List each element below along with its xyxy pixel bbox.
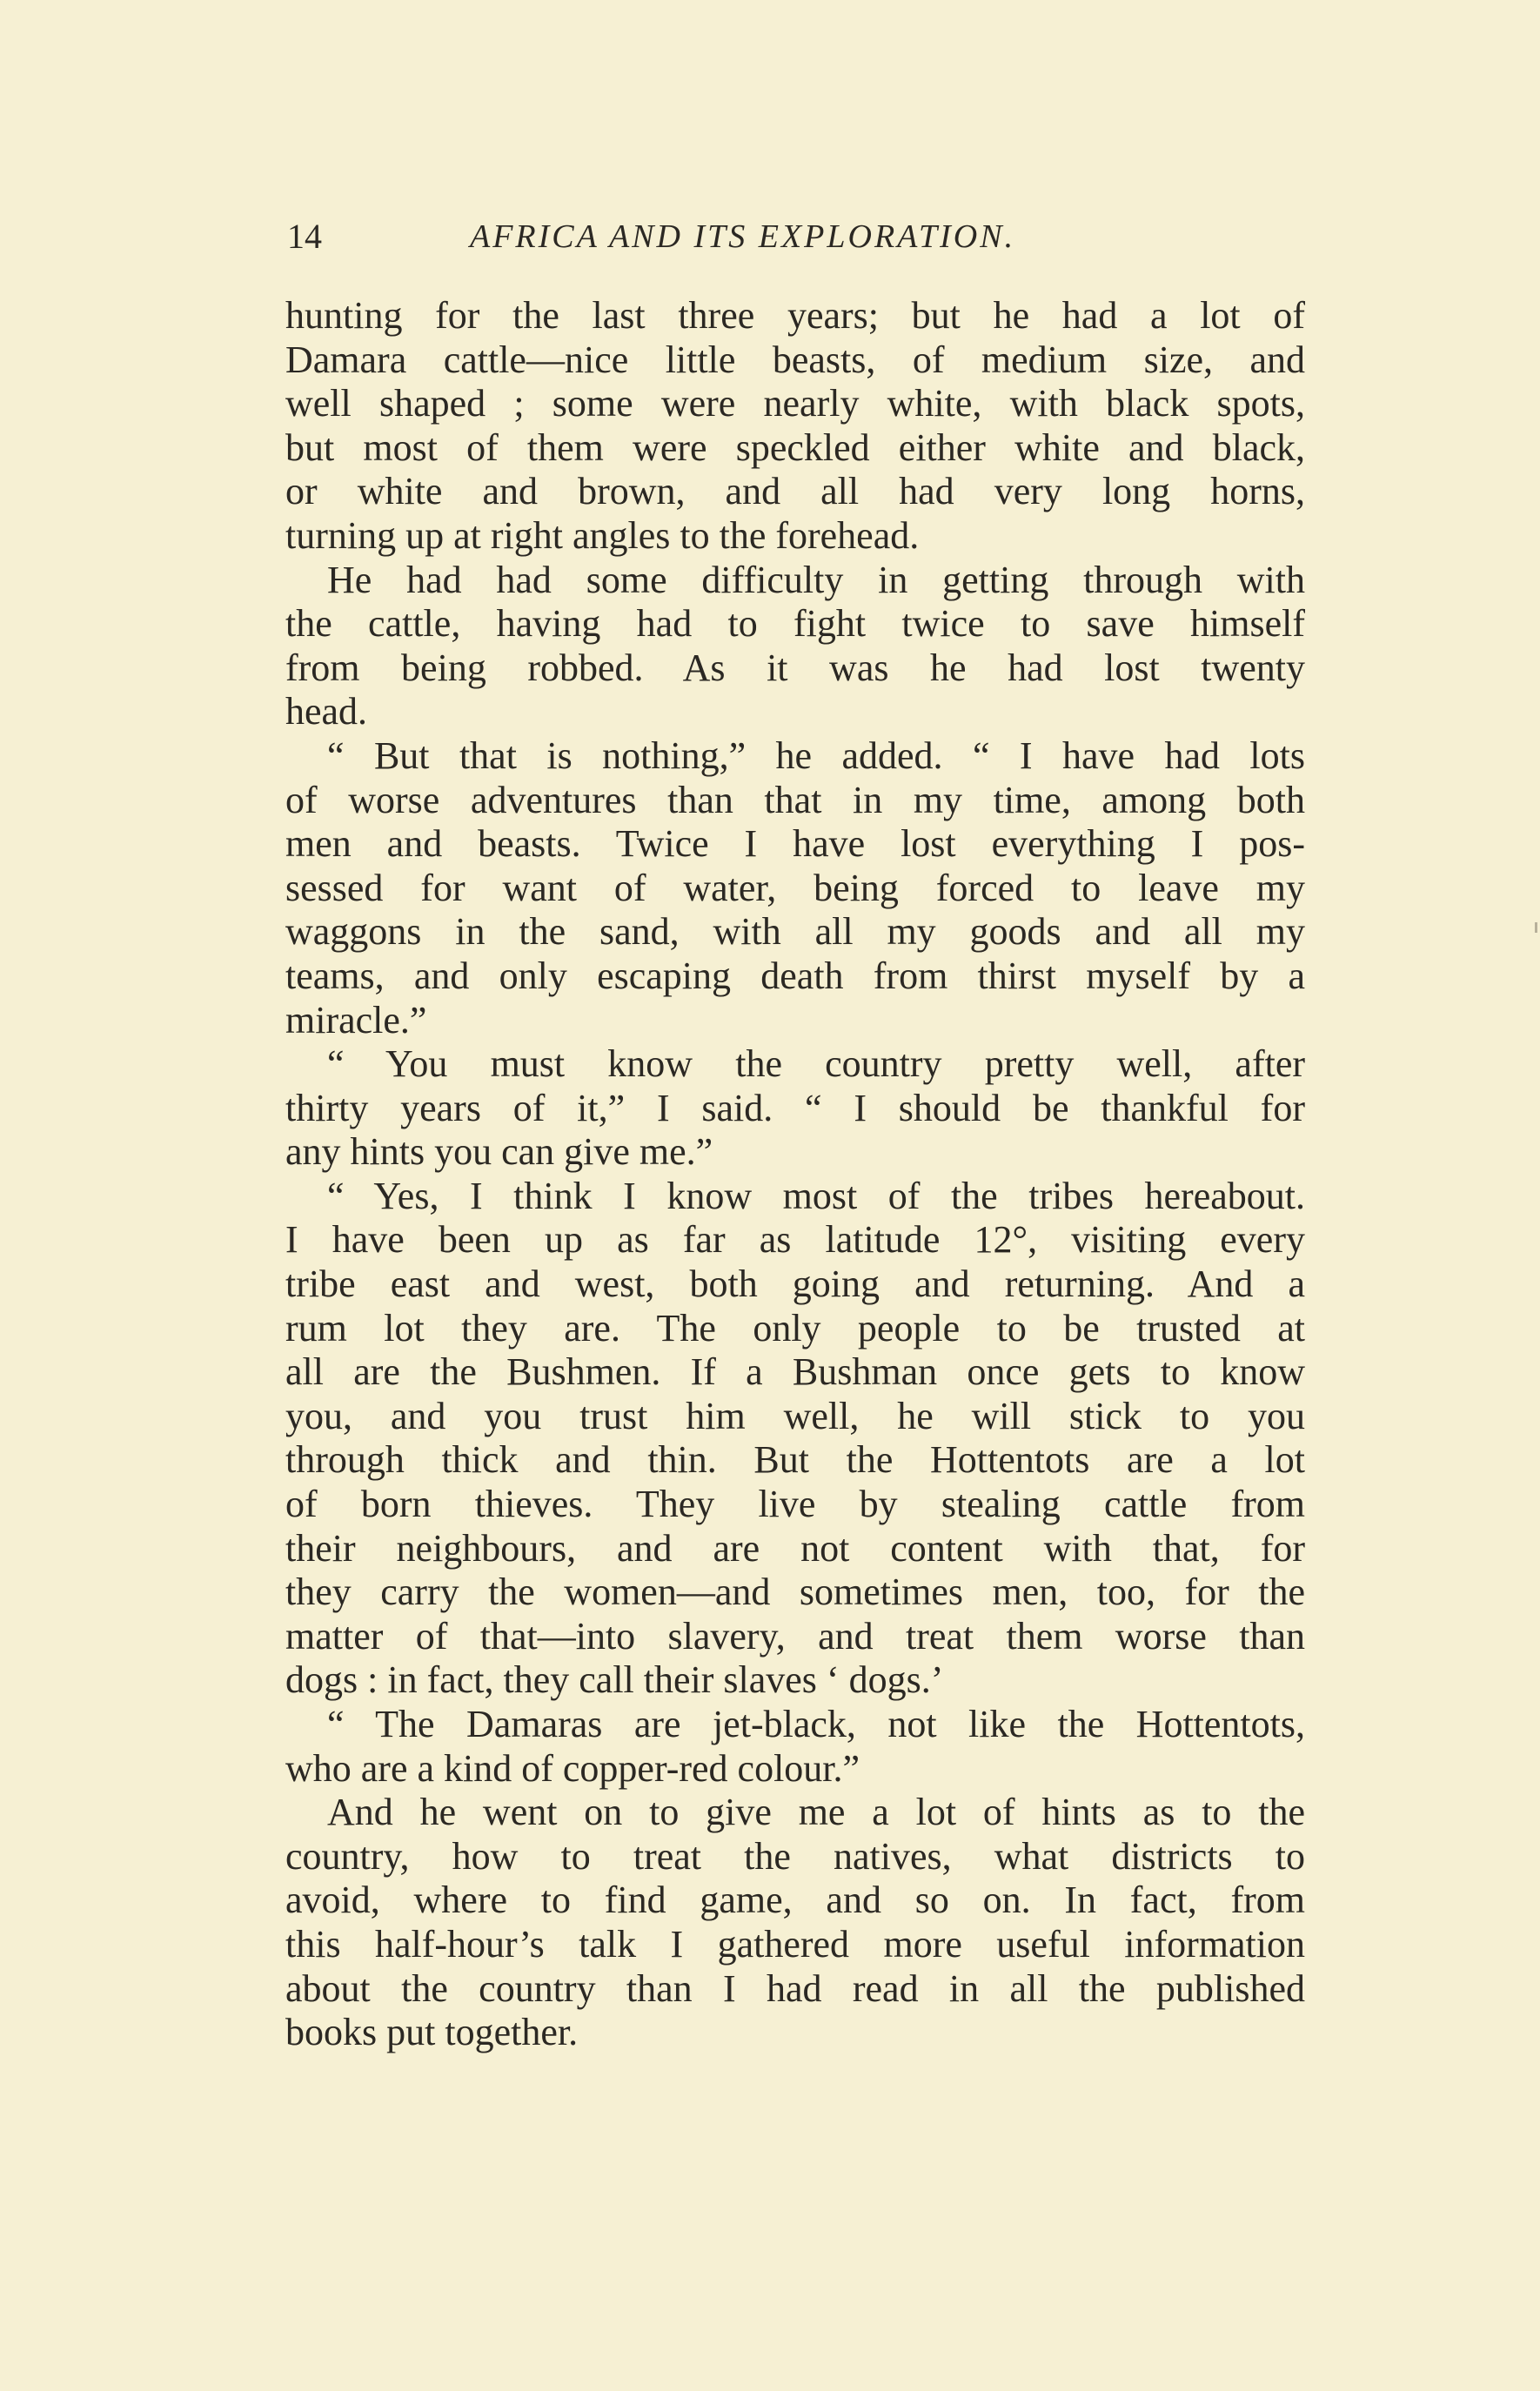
text-line: or white and brown, and all had very long horns, (285, 470, 1305, 513)
text-line: rum lot they are. The only people to be trusted at (285, 1306, 1305, 1350)
text-line: hunting for the last three years; but he had a lot of (285, 294, 1305, 337)
text-line: books put together. (285, 2011, 579, 2054)
text-line: thirty years of it,” I said. “ I should be thankful for (285, 1086, 1305, 1129)
text-line: tribe east and west, both going and returning. And a (285, 1262, 1305, 1306)
text-line: their neighbours, and are not content with that, for (285, 1526, 1305, 1570)
text-line: miracle.” (285, 998, 427, 1041)
text-line: you, and you trust him well, he will stick to you (285, 1394, 1305, 1437)
text-line: “ Yes, I think I know most of the tribes hereabout. (327, 1174, 1305, 1217)
text-line: teams, and only escaping death from thirst myself by a (285, 954, 1305, 997)
text-line: they carry the women—and sometimes men, too, for the (285, 1571, 1305, 1614)
text-line: avoid, where to find game, and so on. In fact, from (285, 1879, 1305, 1922)
text-line: who are a kind of copper-red colour.” (285, 1746, 860, 1790)
text-line: He had had some difficulty in getting through with (327, 558, 1305, 601)
text-line: I have been up as far as latitude 12°, visiting every (285, 1218, 1305, 1262)
text-line: country, how to treat the natives, what districts to (285, 1834, 1305, 1878)
text-line: about the country than I had read in all the published (285, 1966, 1305, 2010)
running-head-title: AFRICA AND ITS EXPLORATION. (470, 218, 1016, 255)
text-line: any hints you can give me.” (285, 1130, 713, 1174)
text-line: “ You must know the country pretty well, after (327, 1042, 1305, 1086)
text-line: men and beasts. Twice I have lost everything I pos- (285, 822, 1305, 866)
text-line: waggons in the sand, with all my goods and all my (285, 910, 1305, 954)
paper-speck (1535, 922, 1537, 933)
text-line: all are the Bushmen. If a Bushman once gets to know (285, 1350, 1305, 1394)
text-line: the cattle, having had to fight twice to save himself (285, 602, 1305, 646)
text-line: of worse adventures than that in my time, among both (285, 778, 1305, 821)
text-line: “ The Damaras are jet-black, not like the Hottentots, (327, 1703, 1305, 1745)
body-text (285, 294, 1305, 2055)
text-line: this half-hour’s talk I gathered more useful information (285, 1922, 1305, 1966)
text-line: through thick and thin. But the Hottentots are a lot (285, 1438, 1305, 1482)
text-line: but most of them were speckled either white and black, (285, 425, 1305, 469)
text-line: dogs : in fact, they call their slaves ‘ dogs.’ (285, 1658, 944, 1702)
text-line: And he went on to give me a lot of hints as to the (327, 1791, 1305, 1834)
text-line: sessed for want of water, being forced to leave my (285, 866, 1305, 909)
text-line: of born thieves. They live by stealing cattle from (285, 1483, 1305, 1526)
text-line: turning up at right angles to the forehead. (285, 513, 920, 557)
text-line: from being robbed. As it was he had lost twenty (285, 646, 1305, 689)
text-line: matter of that—into slavery, and treat them worse than (285, 1614, 1305, 1658)
page-number: 14 (287, 217, 322, 256)
text-line: well shaped ; some were nearly white, with black spots, (285, 382, 1305, 425)
running-head (287, 219, 1303, 271)
text-line: “ But that is nothing,” he added. “ I have had lots (327, 733, 1305, 777)
text-line: Damara cattle—nice little beasts, of medium size, and (285, 338, 1305, 381)
text-line: head. (285, 690, 368, 733)
